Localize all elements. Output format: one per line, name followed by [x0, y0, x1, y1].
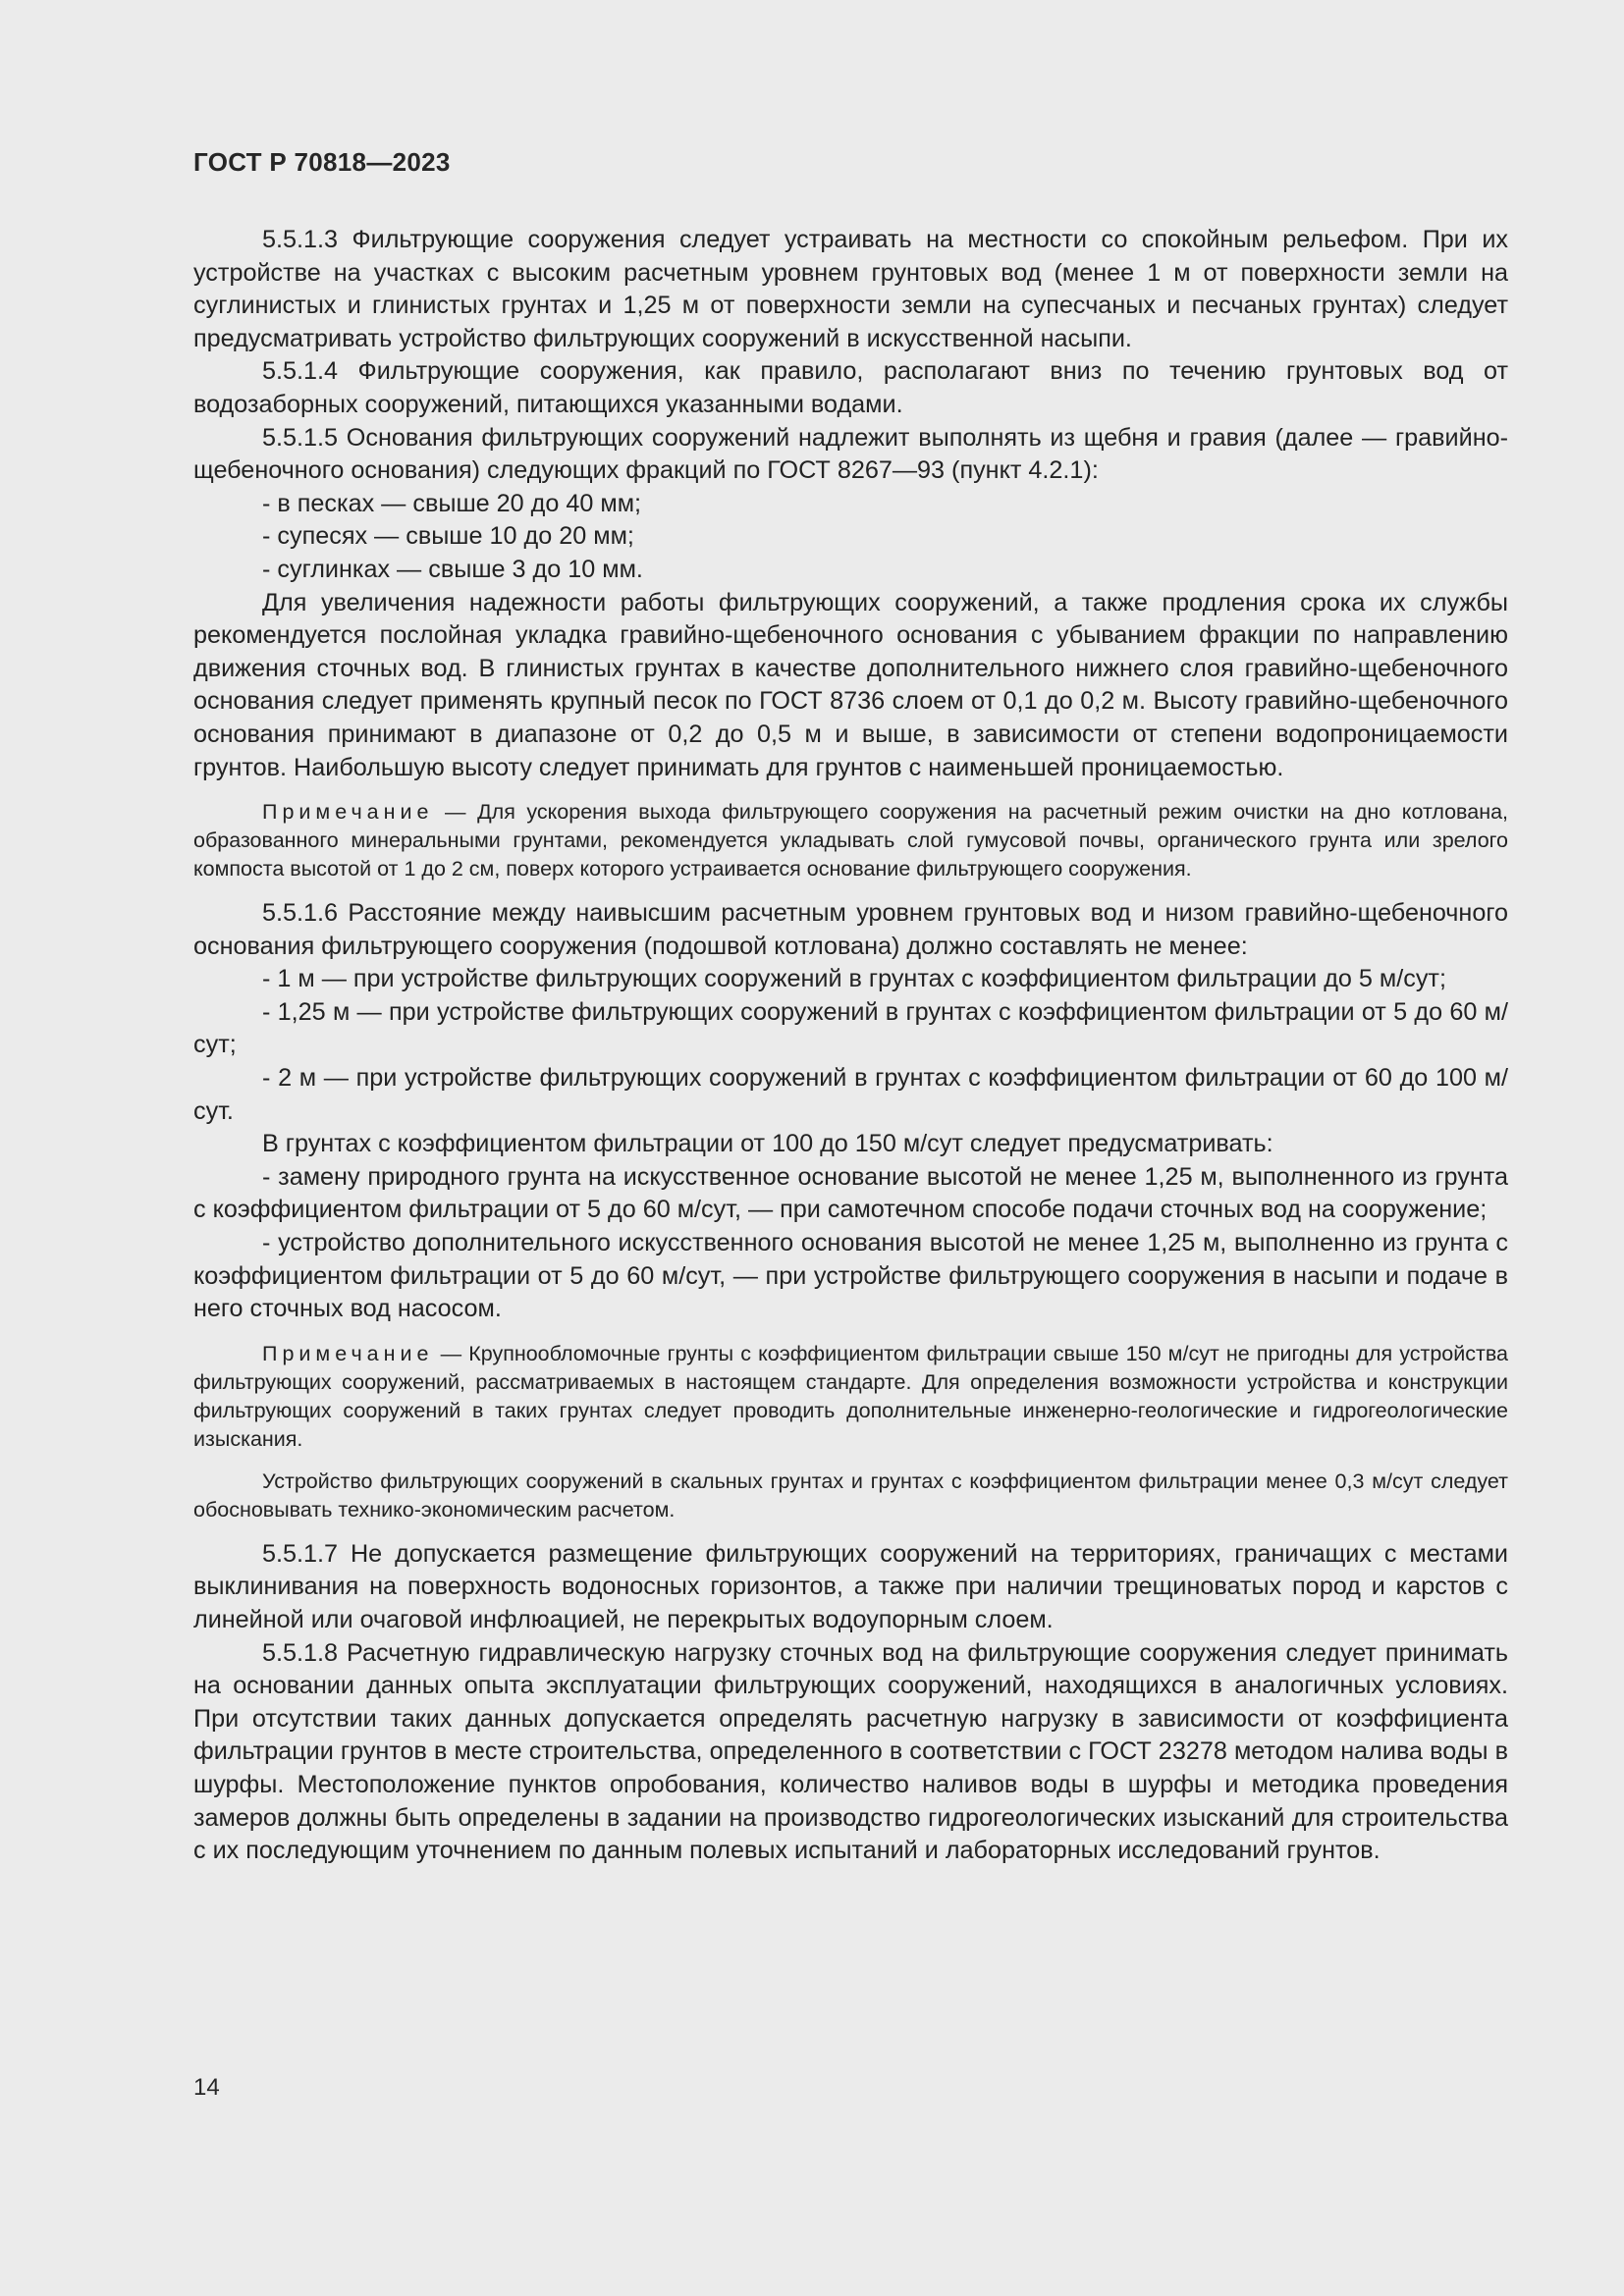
list-item: - 1,25 м — при устройстве фильтрующих сооружений в грунтах с коэффициентом фильтрации от 5 до 60 м/сут;: [193, 997, 1508, 1059]
paragraph-5-5-1-3: 5.5.1.3 Фильтрующие сооружения следует устраивать на местности со спокойным рельефом. При их устройстве на участках с высоким расчетным уровнем грунтовых вод (менее 1 м от поверхности земли на суглинистых и глинистых грунтах и 1,25 м от поверхности земли на супесчаных и песчаных грунтах) следует предусматривать устройство фильтрующих сооружений в искусственной насыпи.: [193, 226, 1508, 352]
note-text: — Крупнообломочные грунты с коэффициентом фильтрации свыше 150 м/сут не пригодны для устройства фильтрующих сооружений, рассматриваемых в настоящем стандарте. Для определения возможности устройства и конструкции фильтрующих сооружений в таких грунтах следует проводить дополнительные инженерно-геологические и гидрогеологические изыскания.: [193, 1341, 1508, 1451]
list-item: - замену природного грунта на искусственное основание высотой не менее 1,25 м, выполненного из грунта с коэффициентом фильтрации от 5 до 60 м/сут, — при самотечном способе подачи сточных вод на сооружение;: [193, 1162, 1508, 1224]
list-item: - супесях — свыше 10 до 20 мм;: [262, 522, 634, 551]
list-item: - 1 м — при устройстве фильтрующих сооружений в грунтах с коэффициентом фильтрации до 5 м/сут;: [262, 965, 1446, 993]
document-header: ГОСТ Р 70818—2023: [193, 147, 451, 177]
list-item: - суглинках — свыше 3 до 10 мм.: [262, 555, 643, 583]
note-block: [193, 798, 1508, 883]
list-item: - 2 м — при устройстве фильтрующих сооружений в грунтах с коэффициентом фильтрации от 60 до 100 м/сут.: [193, 1064, 1508, 1125]
paragraph-gravel-layers: Для увеличения надежности работы фильтрующих сооружений, а также продления срока их службы рекомендуется послойная укладка гравийно-щебеночного основания с убыванием фракции по направлению движения сточных вод. В глинистых грунтах в качестве дополнительного нижнего слоя гравийно-щебеночного основания следует применять крупный песок по ГОСТ 8736 слоем от 0,1 до 0,2 м. Высоту гравийно-щебеночного основания принимают в диапазоне от 0,2 до 0,5 м и выше, в зависимости от степени водопроницаемости грунтов. Наибольшую высоту следует принимать для грунтов с наименьшей проницаемостью.: [193, 588, 1508, 781]
note-continuation: Устройство фильтрующих сооружений в скальных грунтах и грунтах с коэффициентом фильтрации менее 0,3 м/сут следует обосновывать технико-экономическим расчетом.: [193, 1468, 1508, 1522]
paragraph-5-5-1-8: 5.5.1.8 Расчетную гидравлическую нагрузку сточных вод на фильтрующие сооружения следует принимать на основании данных опыта эксплуатации фильтрующих сооружений, находящихся в аналогичных условиях. При отсутствии таких данных допускается определять расчетную нагрузку в зависимости от коэффициента фильтрации грунтов в месте строительства, определенного в соответствии с ГОСТ 23278 методом налива воды в шурфы. Местоположение пунктов опробования, количество наливов воды в шурфы и методика проведения замеров должны быть определены в задании на производство гидрогеологических изысканий для строительства с их последующим уточнением по данным полевых испытаний и лабораторных исследований грунтов.: [193, 1638, 1508, 1865]
page-number: 14: [193, 2074, 220, 2101]
note-label: Примечание: [262, 1341, 434, 1365]
paragraph-5-5-1-5: 5.5.1.5 Основания фильтрующих сооружений надлежит выполнять из щебня и гравия (далее — гравийно-щебеночного основания) следующих фракций по ГОСТ 8267—93 (пункт 4.2.1):: [193, 423, 1508, 485]
note-block: [193, 1340, 1508, 1454]
list-item: - устройство дополнительного искусственного основания высотой не менее 1,25 м, выполненно из грунта с коэффициентом фильтрации от 5 до 60 м/сут, — при устройстве фильтрующего сооружения в насыпи и подаче в него сточных вод насосом.: [193, 1229, 1508, 1323]
note-text: — Для ускорения выхода фильтрующего сооружения на расчетный режим очистки на дно котлована, образованного минеральными грунтами, рекомендуется укладывать слой гумусовой почвы, органического грунта или зрелого компоста высотой от 1 до 2 см, поверх которого устраивается основание фильтрующего сооружения.: [193, 800, 1508, 881]
note-label: Примечание: [262, 800, 434, 825]
paragraph-5-5-1-7: 5.5.1.7 Не допускается размещение фильтрующих сооружений на территориях, граничащих с местами выклинивания на поверхность водоносных горизонтов, а также при наличии трещиноватых пород и карстов с линейной или очаговой инфлюацией, не перекрытых водоупорным слоем.: [193, 1539, 1508, 1633]
paragraph-5-5-1-4: 5.5.1.4 Фильтрующие сооружения, как правило, располагают вниз по течению грунтовых вод от водозаборных сооружений, питающихся указанными водами.: [193, 357, 1508, 418]
list-item: - в песках — свыше 20 до 40 мм;: [262, 489, 642, 517]
paragraph-5-5-1-6: 5.5.1.6 Расстояние между наивысшим расчетным уровнем грунтовых вод и низом гравийно-щебеночного основания фильтрующего сооружения (подошвой котлована) должно составлять не менее:: [193, 899, 1508, 960]
paragraph-filtration-100-150: В грунтах с коэффициентом фильтрации от 100 до 150 м/сут следует предусматривать:: [262, 1130, 1273, 1158]
document-body: [193, 224, 1508, 1868]
